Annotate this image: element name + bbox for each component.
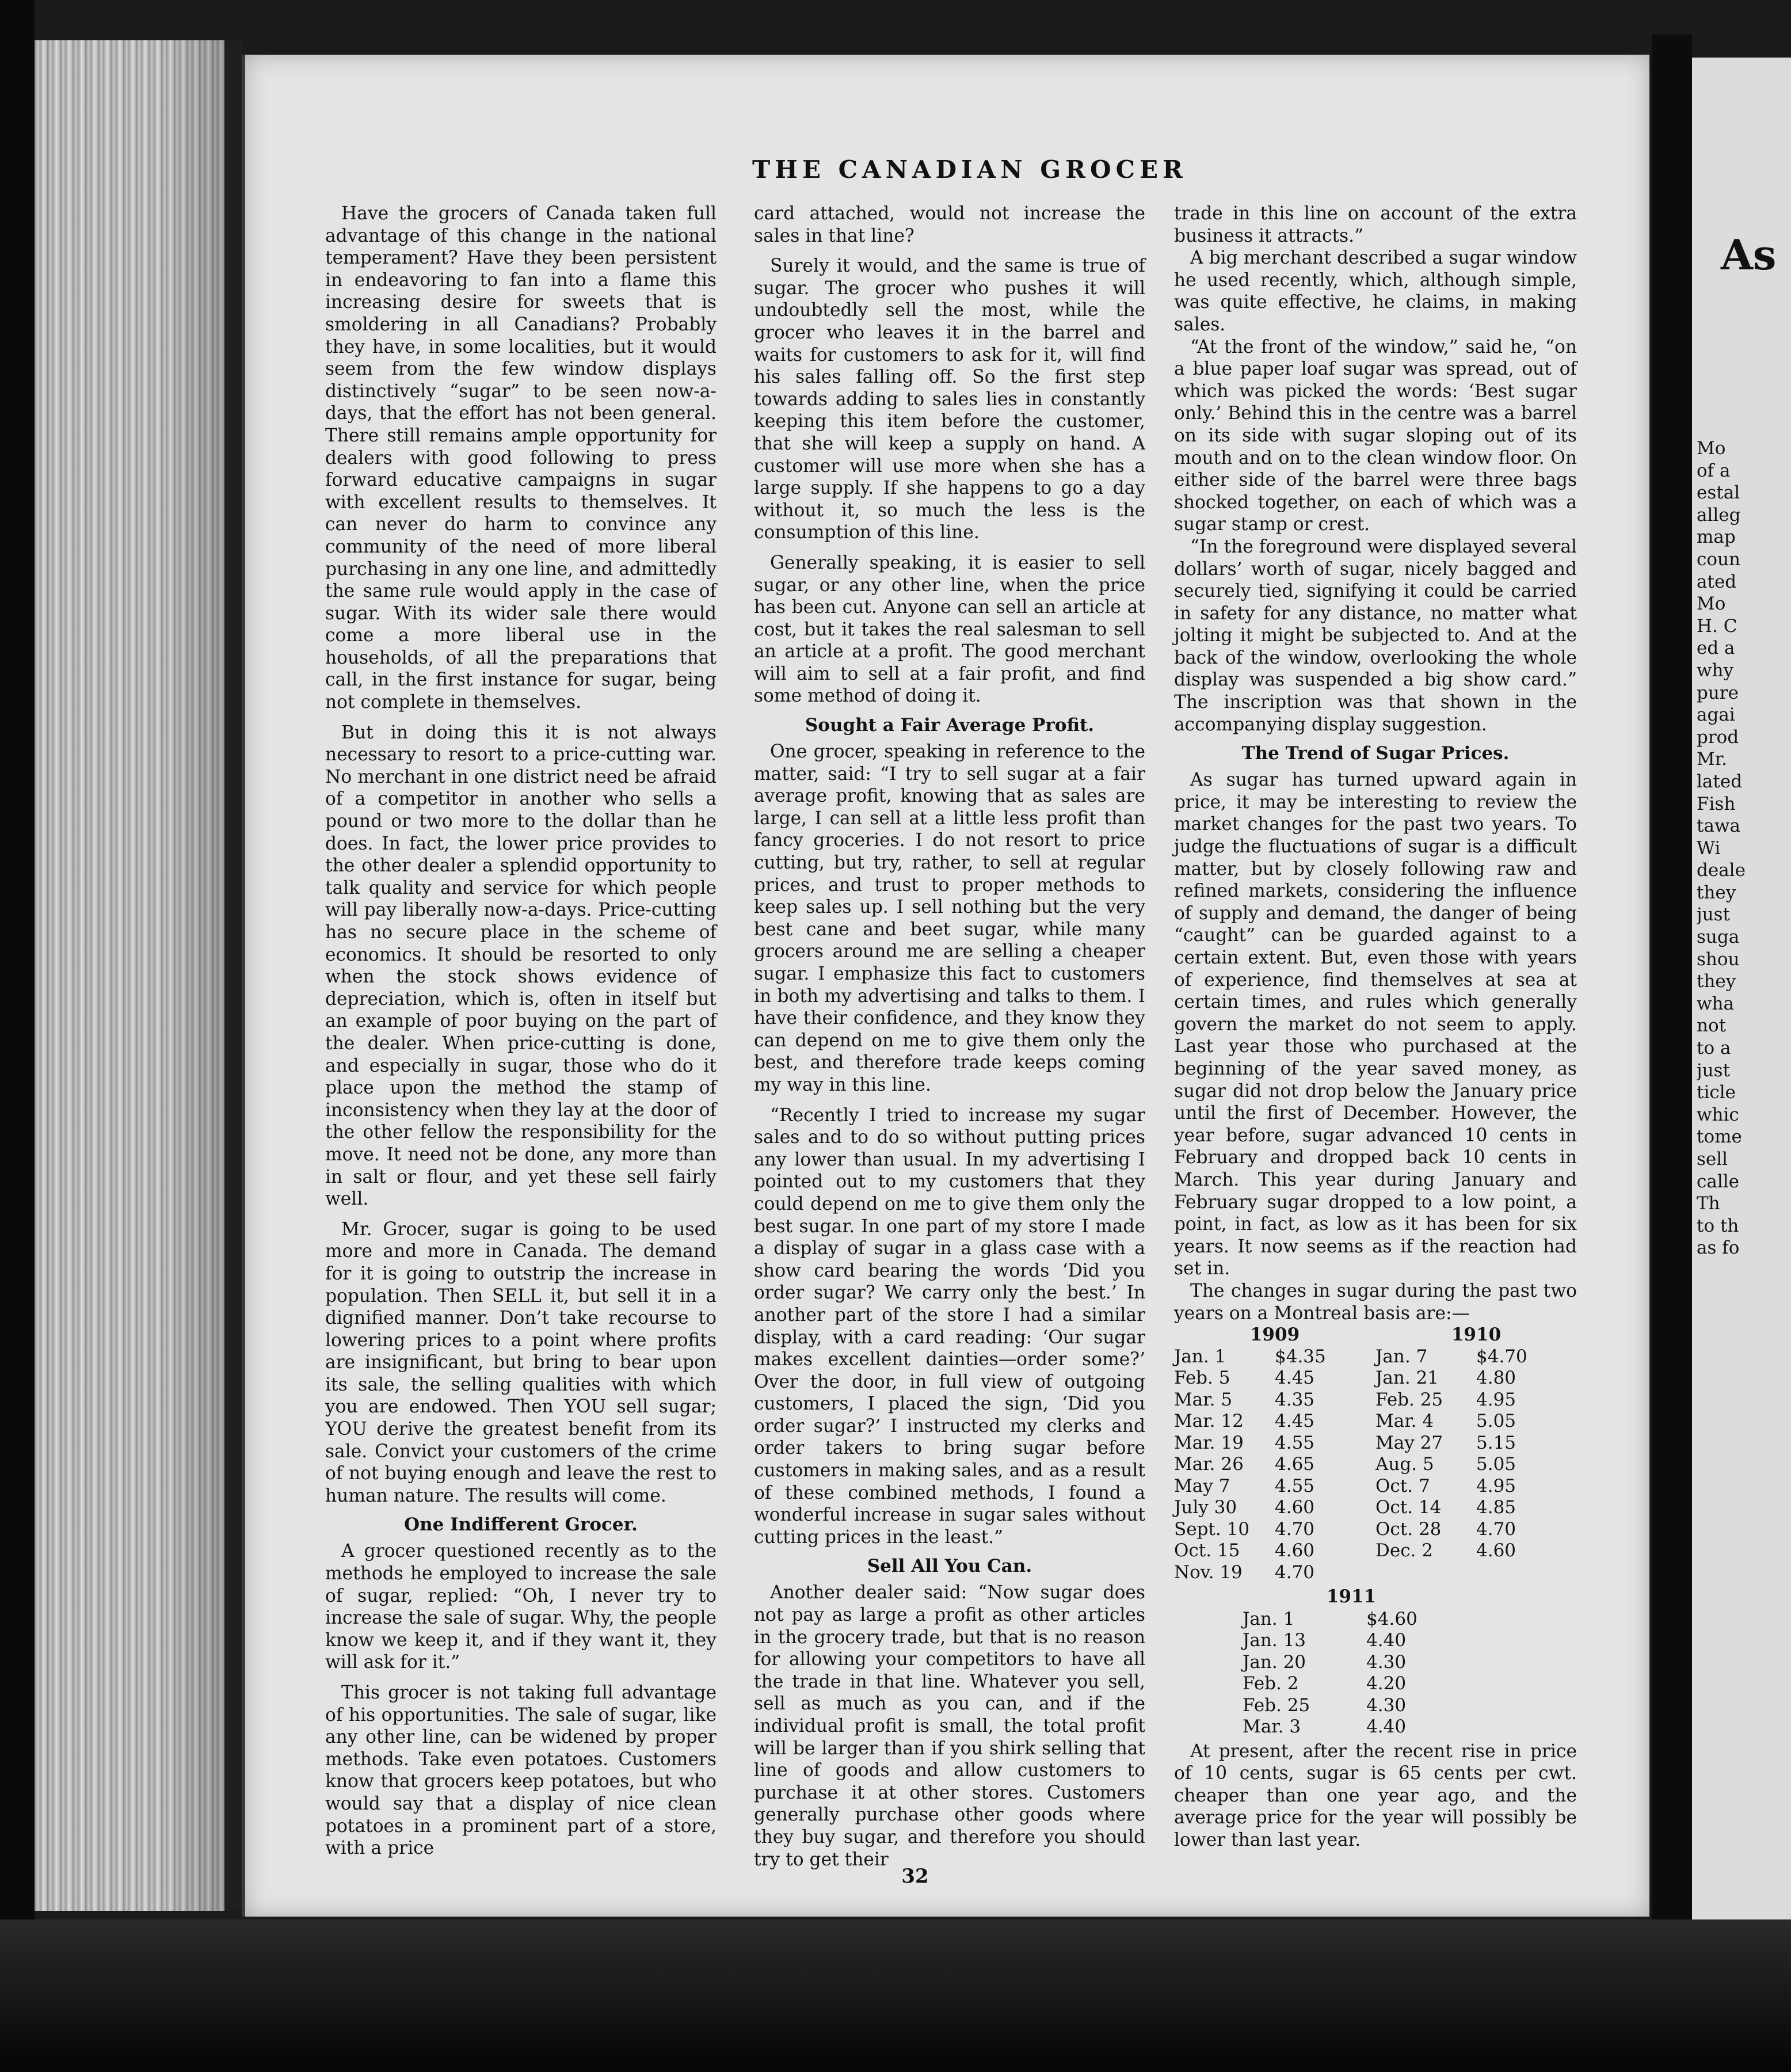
paragraph: But in doing this it is not always necessary to resort to a price-cutting war. No merchant in one district need be afraid of a competitor in another who sells a pound or two more to the dollar than he does. In fact, the lower price provides to the other dealer a splendid opportunity to talk quality and service for which people will pay liberally now-a-days. Price-cutting has no secure place in the scheme of economics. It should be resorted to only when the stock shows evidence of depreciation, which is, often in itself but an example of poor buying on the part of the dealer. When price-cutting is done, and especially in sugar, those who do it place upon the method the stamp of inconsistency when they lay at the door of the other fellow the responsibility for the move. It need not be done, any more than in salt or flour, and yet these sell fairly well. — [325, 722, 717, 1210]
price-value: 4.55 — [1275, 1432, 1315, 1453]
price-row — [1243, 1652, 1460, 1674]
price-value: $4.60 — [1366, 1608, 1417, 1629]
price-date: Nov. 19 — [1174, 1561, 1243, 1583]
column-3 — [1174, 203, 1577, 1852]
page-number: 32 — [901, 1865, 929, 1888]
price-value: 5.05 — [1476, 1411, 1516, 1432]
adjacent-line-fragment: not — [1697, 1015, 1727, 1037]
price-value: 4.55 — [1275, 1475, 1315, 1496]
adjacent-line-fragment: wha — [1697, 993, 1734, 1014]
adjacent-line-fragment: Th — [1697, 1193, 1720, 1214]
section-heading: Sought a Fair Average Profit. — [805, 715, 1095, 736]
column-2 — [754, 203, 1145, 1871]
price-date: Feb. 25 — [1375, 1389, 1443, 1410]
adjacent-line-fragment: just — [1697, 904, 1730, 925]
paragraph: A grocer questioned recently as to the methods he employed to increase the sale of sugar, replied: “Oh, I never try to increase the sale of sugar. Why, the people know we keep it, and if they want it, they will ask for it.” — [325, 1541, 717, 1673]
adjacent-line-fragment: lated — [1697, 771, 1743, 792]
adjacent-line-fragment: of a — [1697, 460, 1731, 481]
price-date: Mar. 3 — [1243, 1716, 1301, 1738]
adjacent-line-fragment: agai — [1697, 704, 1735, 726]
price-date: Feb. 2 — [1243, 1673, 1299, 1694]
adjacent-line-fragment: ated — [1697, 571, 1737, 592]
paragraph: One grocer, speaking in reference to the matter, said: “I try to sell sugar at a fair average profit, knowing that as sales are large, I can sell at a little less profit than fancy groceries. I do not resort to price cutting, but try, rather, to sell at regular prices, and trust to proper methods to keep sales up. I sell nothing but the very best cane and beet sugar, while many grocers around me are selling a cheaper sugar. I emphasize this fact to customers in both my advertising and talks to them. I have their confidence, and they know they can depend on me to give them only the best, and therefore trade keeps coming my way in this line. — [754, 741, 1145, 1095]
adjacent-line-fragment: prod — [1697, 726, 1739, 748]
price-date: Sept. 10 — [1174, 1518, 1250, 1540]
year-header-1911: 1911 — [1326, 1586, 1377, 1608]
price-date: Feb. 25 — [1243, 1694, 1310, 1716]
price-rows — [1243, 1609, 1460, 1738]
paragraph: “Recently I tried to increase my sugar sales and to do so without putting prices any lower than usual. In my advertising I pointed out to my customers that they could depend on me to give them only the best sugar. In one part of my store I made a display of sugar in a glass case with a show card bearing the words ‘Did you order sugar? We carry only the best.’ In another part of the store I had a similar display, with a card reading: ‘Our sugar makes excellent dainties—order some?’ Over the door, in full view of outgoing customers, I placed the sign, ‘Did you order sugar?’ I instructed my clerks and order takers to bring sugar before customers in making sales, and as a result of these combined methods, I found a wonderful increase in sugar sales without cutting prices in the least.” — [754, 1104, 1145, 1548]
film-border-bottom — [0, 1919, 1791, 2072]
sugar-price-table-1909-1910 — [1174, 1324, 1577, 1583]
paragraph: As sugar has turned upward again in price, it may be interesting to review the market changes for the past two years. To judge the fluctuations of sugar is a difficult matter, but by closely following raw and refined markets, considering the influence of supply and demand, the danger of being “caught” can be guarded against to a certain extent. But, even those with years of experience, find themselves at sea at certain times, and rules which generally govern the market do not seem to apply. Last year those who purchased at the beginning of the year saved money, as sugar did not drop below the January price until the first of December. However, the year before, sugar advanced 10 cents in February and dropped back 10 cents in March. This year during January and February sugar dropped to a low point, a point, in fact, as low as it has been for six years. It now seems as if the reaction had set in. — [1174, 770, 1577, 1279]
price-date: July 30 — [1174, 1497, 1237, 1518]
adjacent-page — [1692, 58, 1791, 1945]
paragraph: Mr. Grocer, sugar is going to be used more and more in Canada. The demand for it is going to outstrip the increase in population. Then SELL it, but sell it in a dignified manner. Don’t take recourse to lowering prices to a point where profits are insignificant, but bring to bear upon its sale, the selling qualities with which you are endowed. Then YOU sell sugar; YOU derive the greatest benefit from its sale. Convict your customers of the crime of not buying enough and leave the rest to human nature. The results will come. — [325, 1218, 717, 1506]
price-date: Jan. 21 — [1375, 1368, 1439, 1389]
price-value: 4.80 — [1476, 1368, 1516, 1389]
price-date: Mar. 5 — [1174, 1389, 1233, 1410]
adjacent-line-fragment: alleg — [1697, 504, 1741, 525]
price-date: Oct. 14 — [1375, 1497, 1442, 1518]
price-row — [1174, 1368, 1577, 1389]
price-row — [1174, 1389, 1577, 1411]
price-value: 4.70 — [1275, 1518, 1315, 1540]
adjacent-line-fragment: pure — [1697, 682, 1739, 703]
column-1 — [325, 203, 717, 1860]
price-value: 4.70 — [1476, 1518, 1516, 1540]
price-row — [1243, 1695, 1460, 1717]
price-value: 4.20 — [1366, 1673, 1407, 1694]
adjacent-line-fragment: tome — [1697, 1126, 1742, 1148]
adjacent-page-heading: As — [1721, 230, 1777, 279]
paragraph: A big merchant described a sugar window he used recently, which, although simple, was quite effective, he claims, in making sales. — [1174, 247, 1577, 335]
price-value: 4.95 — [1476, 1475, 1516, 1496]
price-date: Jan. 1 — [1243, 1608, 1295, 1629]
paragraph-continued: card attached, would not increase the sales in that line? — [754, 203, 1145, 246]
price-date: Dec. 2 — [1375, 1540, 1433, 1561]
price-rows — [1174, 1346, 1577, 1584]
price-date: Aug. 5 — [1375, 1454, 1434, 1475]
adjacent-line-fragment: estal — [1697, 482, 1740, 504]
price-value: 4.30 — [1366, 1651, 1407, 1673]
adjacent-line-fragment: suga — [1697, 927, 1740, 948]
price-row — [1243, 1630, 1460, 1652]
price-date: May 7 — [1174, 1475, 1230, 1496]
price-value: 4.40 — [1366, 1716, 1407, 1738]
adjacent-line-fragment: calle — [1697, 1171, 1740, 1192]
price-date: Oct. 7 — [1375, 1475, 1430, 1496]
price-date: Jan. 13 — [1243, 1630, 1306, 1651]
section-heading: Sell All You Can. — [867, 1556, 1032, 1577]
price-date: Oct. 15 — [1174, 1540, 1240, 1561]
price-value: 4.95 — [1476, 1389, 1516, 1410]
adjacent-line-fragment: as fo — [1697, 1237, 1740, 1259]
price-row — [1243, 1609, 1460, 1631]
price-row — [1243, 1716, 1460, 1738]
film-border-left — [0, 0, 35, 2072]
paragraph: “In the foreground were displayed several dollars’ worth of sugar, nicely bagged and securely tied, signifying it could be carried in safety for any distance, no matter what jolting it might be subjected to. And at the back of the window, overlooking the whole display was suspended a big show card.” The inscription was that shown in the accompanying display suggestion. — [1174, 536, 1577, 735]
adjacent-line-fragment: ticle — [1697, 1082, 1736, 1103]
adjacent-line-fragment: tawa — [1697, 816, 1740, 837]
paragraph-continued: trade in this line on account of the extra business it attracts.” — [1174, 203, 1577, 246]
adjacent-line-fragment: deale — [1697, 860, 1746, 881]
price-value: 4.60 — [1275, 1540, 1315, 1561]
price-row — [1174, 1411, 1577, 1433]
year-header-1910: 1910 — [1451, 1324, 1502, 1346]
adjacent-line-fragment: sell — [1697, 1149, 1728, 1170]
adjacent-line-fragment: Mo — [1697, 438, 1726, 459]
year-header-1909: 1909 — [1249, 1324, 1300, 1346]
price-date: Mar. 4 — [1375, 1411, 1434, 1432]
price-date: Jan. 1 — [1174, 1346, 1226, 1367]
page-gutter — [1652, 35, 1692, 1951]
adjacent-line-fragment: whic — [1697, 1104, 1739, 1125]
price-value: 4.85 — [1476, 1497, 1516, 1518]
price-date: Feb. 5 — [1174, 1368, 1230, 1389]
price-value: 5.05 — [1476, 1454, 1516, 1475]
price-date: Jan. 20 — [1243, 1651, 1306, 1673]
price-row — [1174, 1540, 1577, 1562]
adjacent-line-fragment: they — [1697, 882, 1736, 903]
price-value: 4.35 — [1275, 1389, 1315, 1410]
price-date: Mar. 26 — [1174, 1454, 1244, 1475]
adjacent-line-fragment: why — [1697, 660, 1734, 681]
section-heading: The Trend of Sugar Prices. — [1241, 743, 1510, 764]
price-row — [1174, 1433, 1577, 1454]
paragraph: Generally speaking, it is easier to sell sugar, or any other line, when the price has been cut. Anyone can sell an article at cost, but it takes the real salesman to sell an article at a profit. The good merchant will aim to sell at a fair profit, and find some method of doing it. — [754, 552, 1145, 707]
paragraph: “At the front of the window,” said he, “on a blue paper loaf sugar was spread, out of which was picked the words: ‘Best sugar only.’ Behind this in the centre was a barrel on its side with sugar sloping out of its mouth and on to the clean window floor. On either side of the barrel were three bags shocked together, on each of which was a sugar stamp or crest. — [1174, 336, 1577, 535]
adjacent-line-fragment: shou — [1697, 949, 1740, 970]
price-row — [1174, 1497, 1577, 1519]
adjacent-line-fragment: just — [1697, 1060, 1730, 1081]
price-row — [1243, 1673, 1460, 1695]
price-value: 4.45 — [1275, 1368, 1315, 1389]
adjacent-line-fragment: Wi — [1697, 837, 1721, 859]
price-date: Oct. 28 — [1375, 1518, 1442, 1540]
price-date: Jan. 7 — [1375, 1346, 1428, 1367]
adjacent-line-fragment: Mo — [1697, 593, 1726, 615]
price-row — [1174, 1476, 1577, 1498]
price-row — [1174, 1562, 1577, 1584]
price-value: $4.70 — [1476, 1346, 1527, 1367]
adjacent-line-fragment: to th — [1697, 1215, 1739, 1236]
price-date: Mar. 12 — [1174, 1411, 1244, 1432]
binding-shadow — [161, 40, 242, 1911]
price-value — [1476, 1562, 1577, 1584]
paragraph: Have the grocers of Canada taken full advantage of this change in the national temperament? Have they been persistent in endeavoring to fan into a flame this increasing desire for sweets that is smoldering in all Canadians? Probably they have, in some localities, but it would seem from the few window displays distinctively “sugar” to be seen now-a-days, that the effort has not been general. There still remains ample opportunity for dealers with good following to press forward educative campaigns in sugar with excellent results to themselves. It can never do harm to convince any community of the need of more liberal purchasing in any one line, and admittedly the same rule would apply in the case of sugar. With its wider sale there would come a more liberal use in the households, of all the preparations that call, in the first instance for sugar, being not complete in themselves. — [325, 203, 717, 713]
price-row — [1174, 1454, 1577, 1476]
price-row — [1174, 1346, 1577, 1368]
price-date: May 27 — [1375, 1432, 1443, 1453]
price-value: 4.60 — [1476, 1540, 1516, 1561]
adjacent-line-fragment: they — [1697, 971, 1736, 992]
paragraph: The changes in sugar during the past two years on a Montreal basis are:— — [1174, 1280, 1577, 1324]
adjacent-page-text — [1697, 437, 1791, 1259]
price-value: 4.65 — [1275, 1454, 1315, 1475]
paragraph: This grocer is not taking full advantage of his opportunities. The sale of sugar, like any other line, can be widened by proper methods. Take even potatoes. Customers know that grocers keep potatoes, but who would say that a display of nice clean potatoes in a prominent part of a store, with a price — [325, 1682, 717, 1859]
paragraph: At present, after the recent rise in price of 10 cents, sugar is 65 cents per cwt. cheaper than one year ago, and the average price for the year will possibly be lower than last year. — [1174, 1740, 1577, 1850]
price-value: 4.60 — [1275, 1497, 1315, 1518]
running-head: THE CANADIAN GROCER — [752, 155, 1187, 184]
price-value: 4.45 — [1275, 1411, 1315, 1432]
price-date — [1375, 1562, 1476, 1584]
adjacent-line-fragment: ed a — [1697, 638, 1735, 659]
price-value: 4.70 — [1275, 1561, 1315, 1583]
adjacent-line-fragment: coun — [1697, 549, 1740, 570]
adjacent-line-fragment: to a — [1697, 1038, 1731, 1059]
section-heading: One Indifferent Grocer. — [404, 1514, 638, 1536]
price-date: Mar. 19 — [1174, 1432, 1244, 1453]
paragraph: Another dealer said: “Now sugar does not pay as large a profit as other articles in the grocery trade, but that is no reason for allowing your competitors to have all the trade in that line. Whatever you sell, sell as much as you can, and if the individual profit is small, the total profit will be larger than if you shirk selling that line of goods and allow customers to purchase it at other stores. Customers generally purchase other goods where they buy sugar, and therefore you should try to get their — [754, 1582, 1145, 1870]
price-row — [1174, 1519, 1577, 1541]
price-value: $4.35 — [1275, 1346, 1326, 1367]
adjacent-line-fragment: Fish — [1697, 793, 1736, 814]
adjacent-line-fragment: H. C — [1697, 615, 1737, 637]
price-value: 4.40 — [1366, 1630, 1407, 1651]
price-value: 5.15 — [1476, 1432, 1516, 1453]
paragraph: Surely it would, and the same is true of sugar. The grocer who pushes it will undoubtedly sell the most, while the grocer who leaves it in the barrel and waits for customers to ask for it, will find his sales falling off. So the first step towards adding to sales lies in constantly keeping this item before the customer, that she will keep a supply on hand. A customer will use more when she has a large supply. If she happens to go a day without it, so much the less is the consumption of this line. — [754, 256, 1145, 543]
adjacent-line-fragment: Mr. — [1697, 749, 1728, 770]
sugar-price-table-1911 — [1243, 1586, 1460, 1738]
adjacent-line-fragment: map — [1697, 527, 1736, 548]
price-value: 4.30 — [1366, 1694, 1407, 1716]
